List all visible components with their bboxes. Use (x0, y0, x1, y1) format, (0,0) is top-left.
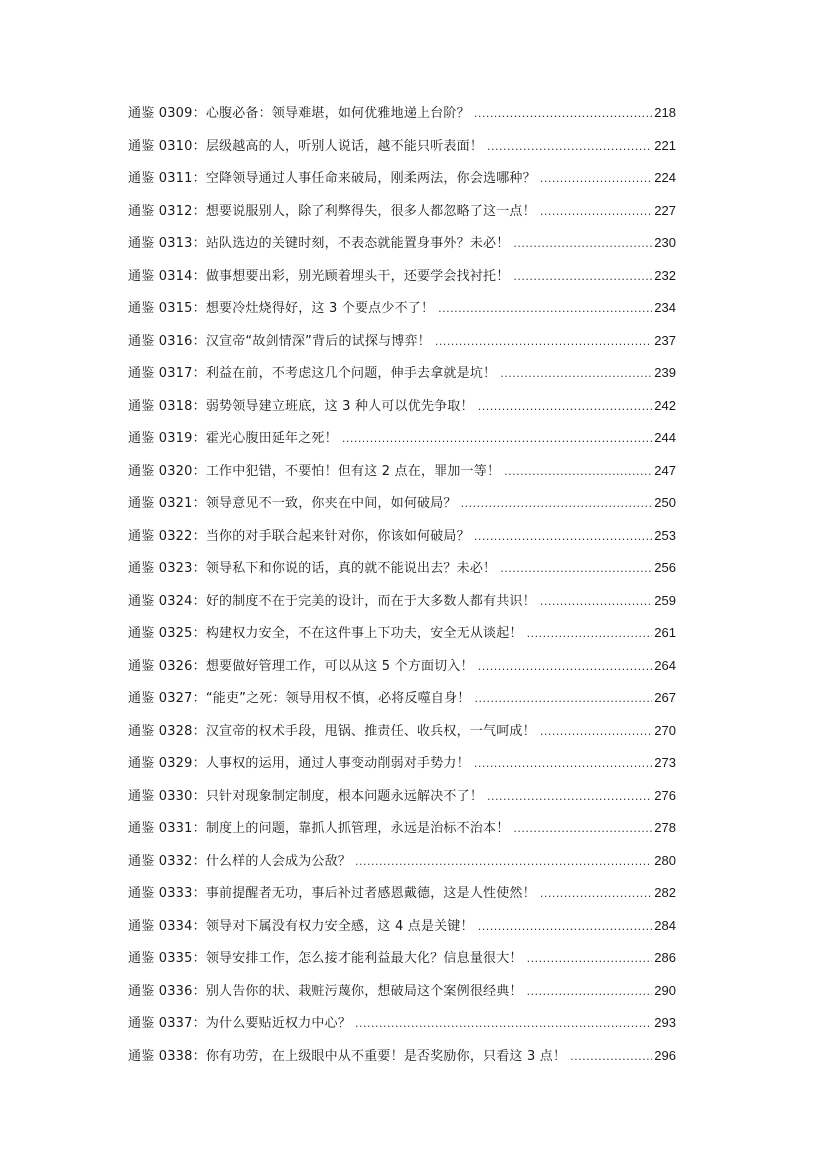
toc-page-number[interactable]: 224 (654, 170, 676, 185)
toc-entry[interactable] (128, 620, 676, 653)
table-of-contents (128, 100, 676, 1075)
toc-entry-title[interactable]: 通鉴 0330：只针对现象制定制度，根本问题永远解决不了！ (128, 788, 484, 804)
toc-page-number[interactable]: 239 (654, 365, 676, 380)
toc-entry[interactable] (128, 848, 676, 881)
toc-leader-dots (438, 296, 652, 322)
toc-page-number[interactable]: 284 (654, 917, 676, 933)
toc-entry-title[interactable]: 通鉴 0332：什么样的人会成为公敌？ (128, 853, 352, 869)
toc-leader-dots (474, 101, 652, 127)
toc-page-number[interactable]: 267 (654, 690, 676, 705)
toc-entry-title[interactable]: 通鉴 0328：汉宣帝的权术手段，甩锅、推责任、收兵权，一气呵成！ (128, 723, 536, 739)
toc-page-number[interactable]: 270 (654, 722, 676, 738)
toc-entry-title[interactable]: 通鉴 0317：利益在前，不考虑这几个问题，伸手去拿就是坑！ (128, 366, 497, 381)
toc-entry-title[interactable]: 通鉴 0320：工作中犯错，不要怕！但有这 2 点在，罪加一等！ (128, 463, 501, 479)
toc-page-number[interactable]: 232 (654, 267, 676, 283)
toc-entry-title[interactable]: 通鉴 0315：想要冷灶烧得好，这 3 个要点少不了！ (128, 301, 435, 316)
toc-page-number[interactable]: 290 (654, 982, 676, 998)
toc-page-number[interactable]: 218 (654, 105, 676, 120)
toc-entry-title[interactable]: 通鉴 0334：领导对下属没有权力安全感，这 4 点是关键！ (128, 918, 474, 934)
toc-entry-title[interactable]: 通鉴 0325：构建权力安全，不在这件事上下功夫，安全无从谈起！ (128, 626, 523, 641)
toc-entry[interactable] (128, 913, 676, 946)
toc-entry-title[interactable]: 通鉴 0329：人事权的运用，通过人事变动削弱对手势力！ (128, 756, 470, 771)
toc-page-number[interactable]: 230 (654, 235, 676, 250)
toc-page-number[interactable]: 261 (654, 625, 676, 640)
toc-leader-dots (500, 556, 652, 582)
toc-page-number[interactable]: 264 (654, 657, 676, 673)
toc-entry-title[interactable]: 通鉴 0314：做事想要出彩，别光顾着埋头干，还要学会找衬托！ (128, 268, 510, 284)
toc-leader-dots (500, 361, 652, 387)
toc-leader-dots (478, 394, 653, 420)
toc-entry[interactable] (128, 555, 676, 588)
toc-entry[interactable] (128, 458, 676, 491)
toc-entry-title[interactable]: 通鉴 0336：别人告你的状、栽赃污蔑你，想破局这个案例很经典！ (128, 983, 523, 999)
toc-leader-dots (540, 199, 652, 225)
toc-leader-dots (513, 231, 652, 257)
toc-leader-dots (342, 426, 652, 452)
toc-leader-dots (474, 751, 652, 777)
toc-page-number[interactable]: 280 (654, 852, 676, 868)
toc-page-number[interactable]: 244 (654, 430, 676, 445)
toc-page-number[interactable]: 259 (654, 592, 676, 608)
toc-leader-dots (478, 914, 653, 940)
toc-entry-title[interactable]: 通鉴 0319：霍光心腹田延年之死！ (128, 431, 338, 446)
toc-leader-dots (540, 166, 652, 192)
toc-leader-dots (461, 491, 653, 517)
toc-entry-title[interactable]: 通鉴 0316：汉宣帝“故剑情深”背后的试探与博弈！ (128, 333, 431, 349)
toc-entry-title[interactable]: 通鉴 0331：制度上的问题，靠抓人抓管理，永远是治标不治本！ (128, 821, 510, 836)
toc-entry-title[interactable]: 通鉴 0324：好的制度不在于完美的设计，而在于大多数人都有共识！ (128, 593, 536, 609)
toc-leader-dots (513, 264, 652, 290)
toc-leader-dots (540, 719, 652, 745)
toc-page-number[interactable]: 278 (654, 820, 676, 835)
toc-leader-dots (487, 134, 652, 160)
toc-entry[interactable] (128, 815, 676, 848)
toc-entry-title[interactable]: 通鉴 0322：当你的对手联合起来针对你，你该如何破局？ (128, 528, 470, 544)
toc-entry[interactable] (128, 945, 676, 978)
toc-page-number[interactable]: 250 (654, 495, 676, 510)
toc-entry[interactable] (128, 523, 676, 556)
toc-entry[interactable] (128, 783, 676, 816)
toc-entry-title[interactable]: 通鉴 0310：层级越高的人，听别人说话，越不能只听表面！ (128, 138, 484, 154)
toc-leader-dots (570, 1044, 652, 1070)
toc-leader-dots (527, 946, 653, 972)
toc-entry[interactable] (128, 328, 676, 361)
toc-page-number[interactable]: 237 (654, 332, 676, 348)
toc-page-number[interactable]: 282 (654, 885, 676, 900)
toc-page-number[interactable]: 234 (654, 300, 676, 315)
toc-entry[interactable] (128, 653, 676, 686)
toc-leader-dots (474, 524, 652, 550)
toc-page-number[interactable]: 256 (654, 560, 676, 575)
toc-entry-title[interactable]: 通鉴 0333：事前提醒者无功，事后补过者感恩戴德，这是人性使然！ (128, 886, 536, 901)
toc-entry-title[interactable]: 通鉴 0313：站队选边的关键时刻，不表态就能置身事外？未必！ (128, 236, 510, 251)
toc-entry-title[interactable]: 通鉴 0309：心腹必备：领导难堪，如何优雅地递上台阶？ (128, 106, 470, 121)
toc-entry-title[interactable]: 通鉴 0327：“能吏”之死：领导用权不慎，必将反噬自身！ (128, 691, 471, 706)
toc-entry[interactable] (128, 198, 676, 231)
toc-entry[interactable] (128, 588, 676, 621)
toc-entry[interactable] (128, 1043, 676, 1076)
toc-entry[interactable] (128, 100, 676, 133)
toc-leader-dots (487, 784, 652, 810)
toc-leader-dots (355, 849, 652, 875)
toc-page-number[interactable]: 293 (654, 1015, 676, 1030)
toc-leader-dots (527, 621, 653, 647)
toc-leader-dots (478, 654, 653, 680)
toc-entry[interactable] (128, 230, 676, 263)
toc-entry[interactable] (128, 750, 676, 783)
toc-entry[interactable] (128, 978, 676, 1011)
toc-entry[interactable] (128, 425, 676, 458)
toc-leader-dots (504, 459, 652, 485)
toc-page-number[interactable]: 227 (654, 202, 676, 218)
toc-leader-dots (527, 979, 653, 1005)
toc-leader-dots (513, 816, 652, 842)
toc-entry-title[interactable]: 通鉴 0311：空降领导通过人事任命来破局，刚柔两法，你会选哪种？ (128, 171, 536, 186)
toc-entry-title[interactable]: 通鉴 0326：想要做好管理工作，可以从这 5 个方面切入！ (128, 658, 474, 674)
toc-page-number[interactable]: 296 (654, 1047, 676, 1063)
toc-entry-title[interactable]: 通鉴 0335：领导安排工作，怎么接才能利益最大化？信息量很大！ (128, 951, 523, 966)
toc-page-number[interactable]: 276 (654, 787, 676, 803)
toc-page-number[interactable]: 273 (654, 755, 676, 770)
toc-entry[interactable] (128, 490, 676, 523)
toc-leader-dots (540, 881, 652, 907)
toc-entry[interactable] (128, 263, 676, 296)
toc-leader-dots (355, 1011, 652, 1037)
toc-page-number[interactable]: 247 (654, 462, 676, 478)
toc-page-number[interactable]: 253 (654, 527, 676, 543)
toc-entry[interactable] (128, 360, 676, 393)
toc-entry[interactable] (128, 133, 676, 166)
toc-entry-title[interactable]: 通鉴 0318：弱势领导建立班底，这 3 种人可以优先争取！ (128, 398, 474, 414)
toc-entry[interactable] (128, 165, 676, 198)
toc-entry-title[interactable]: 通鉴 0312：想要说服别人，除了利弊得失，很多人都忽略了这一点！ (128, 203, 536, 219)
toc-leader-dots (435, 329, 652, 355)
toc-entry[interactable] (128, 685, 676, 718)
toc-entry[interactable] (128, 880, 676, 913)
toc-entry[interactable] (128, 718, 676, 751)
toc-entry[interactable] (128, 1010, 676, 1043)
toc-entry-title[interactable]: 通鉴 0323：领导私下和你说的话，真的就不能说出去？未必！ (128, 561, 497, 576)
toc-leader-dots (475, 686, 653, 712)
toc-page-number[interactable]: 286 (654, 950, 676, 965)
toc-entry[interactable] (128, 295, 676, 328)
toc-entry-title[interactable]: 通鉴 0321：领导意见不一致，你夹在中间，如何破局？ (128, 496, 457, 511)
toc-page-number[interactable]: 221 (654, 137, 676, 153)
toc-entry[interactable] (128, 393, 676, 426)
toc-entry-title[interactable]: 通鉴 0338：你有功劳，在上级眼中从不重要！是否奖励你，只看这 3 点！ (128, 1048, 567, 1064)
toc-page-number[interactable]: 242 (654, 397, 676, 413)
toc-leader-dots (540, 589, 652, 615)
toc-entry-title[interactable]: 通鉴 0337：为什么要贴近权力中心？ (128, 1016, 352, 1031)
